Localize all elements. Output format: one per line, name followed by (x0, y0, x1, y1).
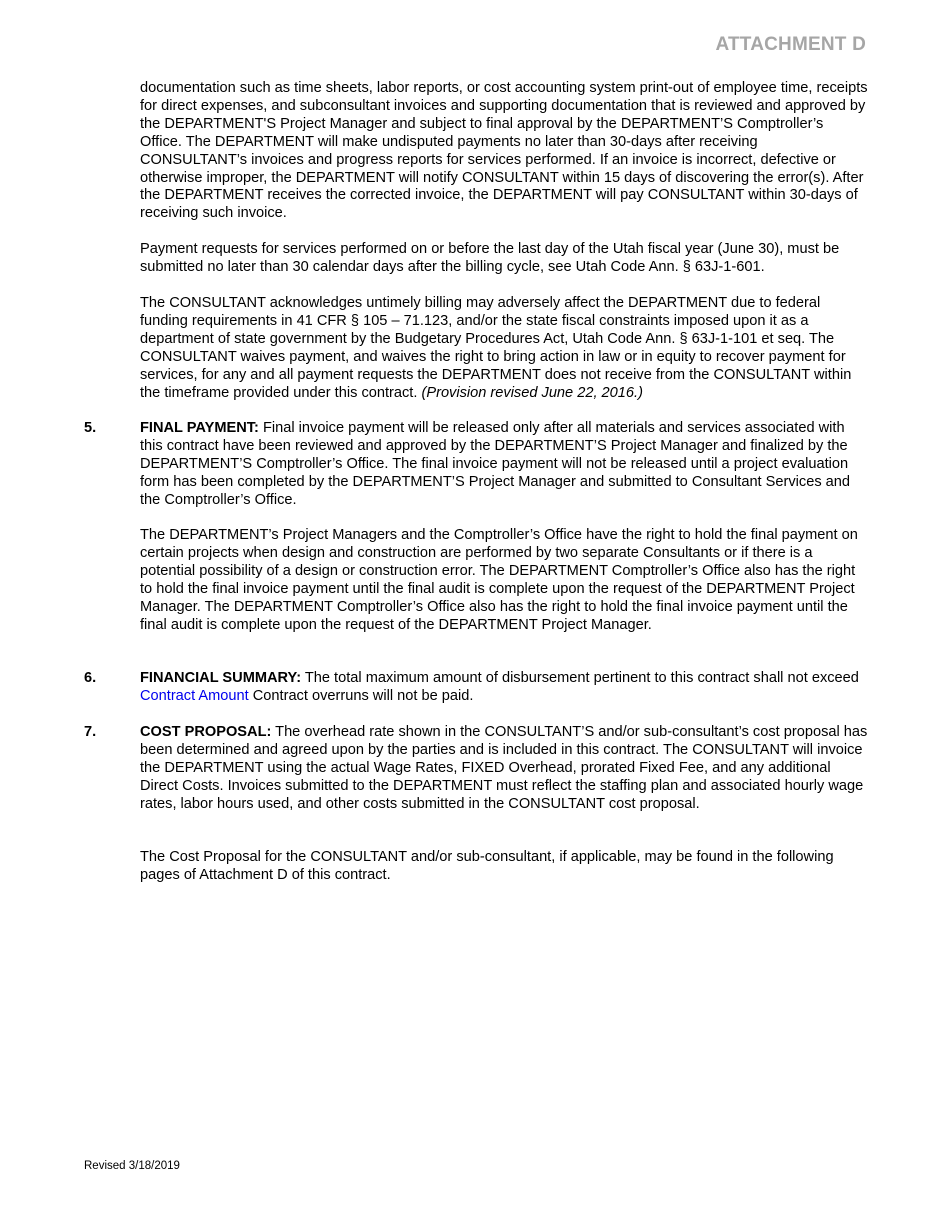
provision-revised-note: (Provision revised June 22, 2016.) (421, 384, 643, 401)
attachment-label: ATTACHMENT D (715, 34, 866, 55)
paragraph-payment-requests: Payment requests for services performed on or before the last day of the Utah fiscal year (June 30), must be submitted no later than 30 calendar days after the billing cycle, see Utah Code Ann. § 63J-1-601. (140, 241, 840, 275)
section-heading-financial-summary: FINANCIAL SUMMARY: (140, 670, 302, 686)
financial-summary-text: The total maximum amount of disbursement pertinent to this contract shall not exceed (301, 670, 859, 686)
section-heading-final-payment: FINAL PAYMENT: (140, 420, 259, 436)
section-final-payment (140, 420, 868, 510)
paragraph-cost-proposal-location: The Cost Proposal for the CONSULTANT and/or sub-consultant, if applicable, may be found in the following pages of Attachment D of this contract. (140, 849, 834, 883)
contract-amount-field[interactable]: Contract Amount (140, 687, 249, 704)
section-number-6: 6. (84, 670, 97, 686)
paragraph-untimely-billing (140, 295, 868, 402)
section-number-7: 7. (84, 724, 97, 740)
untimely-billing-text: The CONSULTANT acknowledges untimely billing may adversely affect the DEPARTMENT due to federal funding requirements in 41 CFR § 105 – 71.123, and/or the state fiscal constraints imposed upon it as a department of state government by the Budgetary Procedures Act, Utah Code Ann. § 63J-1-101 et seq. The CONSULTANT waives payment, and waives the right to bring action in law or in equity to recover payment for services, for any and all payment requests the DEPARTMENT does not receive from the CONSULTANT within the timeframe provided under this contract. (140, 295, 852, 401)
revised-date: Revised 3/18/2019 (84, 1160, 180, 1172)
paragraph-invoice-documentation: documentation such as time sheets, labor reports, or cost accounting system print-out of employee time, receipts for direct expenses, and subconsultant invoices and supporting documentation that is reviewed and approved by the DEPARTMENT'S Project Manager and subject to final approval by the DEPARTMENT’S Comptroller’s Office. The DEPARTMENT will make undisputed payments no later than 30-days after receiving CONSULTANT’s invoices and progress reports for services performed. If an invoice is incorrect, defective or otherwise improper, the DEPARTMENT will notify CONSULTANT within 15 days of discovering the error(s). After the DEPARTMENT receives the corrected invoice, the DEPARTMENT will pay CONSULTANT within 30-days of receiving such invoice. (140, 80, 868, 222)
paragraph-hold-final-payment: The DEPARTMENT’s Project Managers and the Comptroller’s Office have the right to hold the final payment on certain projects when design and construction are performed by two separate Consultants or if there is a potential possibility of a design or construction error. The DEPARTMENT Comptroller’s Office also has the right to hold the final invoice payment until the final audit is complete upon the request of the DEPARTMENT Project Manager. The DEPARTMENT Comptroller’s Office also has the right to hold the final invoice payment until the final audit is complete upon the request of the DEPARTMENT Project Manager. (140, 527, 858, 633)
section-cost-proposal (140, 724, 868, 814)
section-number-5: 5. (84, 420, 97, 436)
final-payment-text: Final invoice payment will be released only after all materials and services associated with this contract have been reviewed and approved by the DEPARTMENT’S Project Manager and finalized by the DEPARTMENT’S Comptroller’s Office. The final invoice payment will not be released until a project evaluation form has been completed by the DEPARTMENT’S Project Manager and submitted to Consultant Services and the Comptroller’s Office. (140, 420, 851, 508)
cost-proposal-text: The overhead rate shown in the CONSULTANT’S and/or sub-consultant’s cost proposal has been determined and agreed upon by the parties and is included in this contract. The CONSULTANT will invoice the DEPARTMENT using the actual Wage Rates, FIXED Overhead, prorated Fixed Fee, and any additional Direct Costs. Invoices submitted to the DEPARTMENT must reflect the staffing plan and associated hourly wage rates, labor hours used, and other costs submitted in the CONSULTANT cost proposal. (140, 724, 868, 812)
section-financial-summary (140, 670, 868, 706)
financial-summary-text-after: Contract overruns will not be paid. (248, 687, 474, 704)
section-heading-cost-proposal: COST PROPOSAL: (140, 724, 272, 740)
